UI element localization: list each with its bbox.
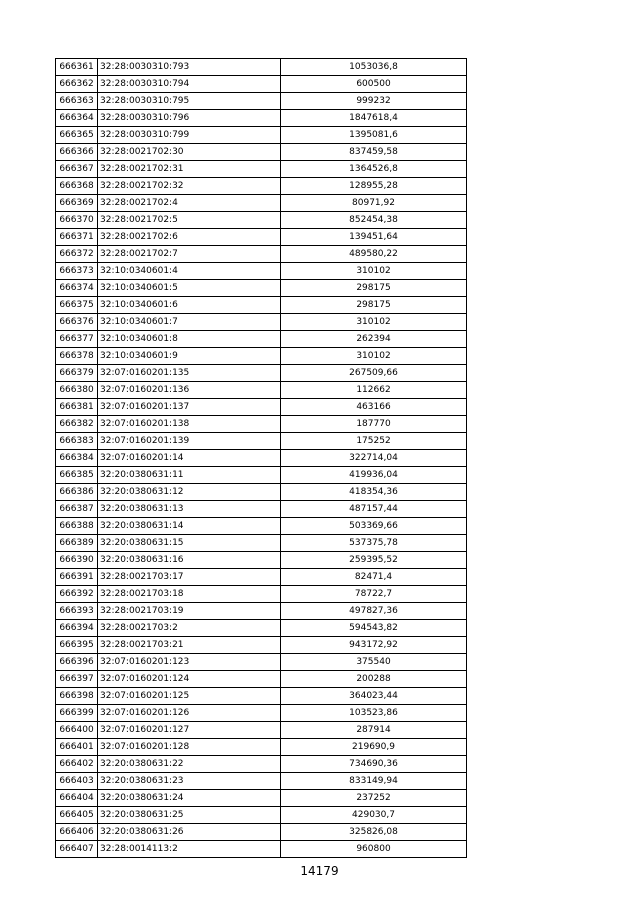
cadastral-number-cell: 32:07:0160201:124 [98,671,281,688]
value-cell: 310102 [281,314,467,331]
table-row [56,450,467,467]
table-row [56,433,467,450]
cadastral-number-cell: 32:07:0160201:137 [98,399,281,416]
row-id-cell: 666387 [56,501,98,518]
value-cell: 419936,04 [281,467,467,484]
cadastral-number-cell: 32:28:0014113:2 [98,841,281,858]
row-id-cell: 666367 [56,161,98,178]
table-row [56,773,467,790]
value-cell: 833149,94 [281,773,467,790]
cadastral-number-cell: 32:07:0160201:123 [98,654,281,671]
value-cell: 103523,86 [281,705,467,722]
row-id-cell: 666363 [56,93,98,110]
cadastral-number-cell: 32:20:0380631:16 [98,552,281,569]
cadastral-number-cell: 32:28:0030310:796 [98,110,281,127]
cadastral-number-cell: 32:28:0021702:7 [98,246,281,263]
row-id-cell: 666400 [56,722,98,739]
table-row [56,841,467,858]
table-row [56,654,467,671]
table-row [56,144,467,161]
table-row [56,93,467,110]
table-row [56,161,467,178]
row-id-cell: 666362 [56,76,98,93]
cadastral-number-cell: 32:20:0380631:15 [98,535,281,552]
row-id-cell: 666384 [56,450,98,467]
row-id-cell: 666399 [56,705,98,722]
cadastral-number-cell: 32:28:0021702:6 [98,229,281,246]
table-row [56,110,467,127]
value-cell: 503369,66 [281,518,467,535]
cadastral-number-cell: 32:28:0021703:2 [98,620,281,637]
cadastral-number-cell: 32:10:0340601:5 [98,280,281,297]
table-row [56,739,467,756]
row-id-cell: 666371 [56,229,98,246]
table-row [56,756,467,773]
cadastral-number-cell: 32:28:0021703:19 [98,603,281,620]
cadastral-number-cell: 32:07:0160201:126 [98,705,281,722]
row-id-cell: 666378 [56,348,98,365]
cadastral-number-cell: 32:10:0340601:6 [98,297,281,314]
cadastral-number-cell: 32:20:0380631:24 [98,790,281,807]
cadastral-number-cell: 32:20:0380631:26 [98,824,281,841]
cadastral-number-cell: 32:20:0380631:12 [98,484,281,501]
cadastral-number-cell: 32:28:0030310:793 [98,59,281,76]
cadastral-number-cell: 32:28:0021702:4 [98,195,281,212]
table-row [56,314,467,331]
table-row [56,76,467,93]
value-cell: 112662 [281,382,467,399]
cadastral-number-cell: 32:10:0340601:9 [98,348,281,365]
value-cell: 219690,9 [281,739,467,756]
table-row [56,535,467,552]
row-id-cell: 666377 [56,331,98,348]
table-row [56,399,467,416]
value-cell: 734690,36 [281,756,467,773]
row-id-cell: 666396 [56,654,98,671]
table-row [56,280,467,297]
table-row [56,518,467,535]
value-cell: 322714,04 [281,450,467,467]
value-cell: 594543,82 [281,620,467,637]
row-id-cell: 666372 [56,246,98,263]
cadastral-number-cell: 32:10:0340601:7 [98,314,281,331]
table-row [56,365,467,382]
value-cell: 78722,7 [281,586,467,603]
row-id-cell: 666375 [56,297,98,314]
row-id-cell: 666361 [56,59,98,76]
cadastral-number-cell: 32:20:0380631:11 [98,467,281,484]
table-row [56,382,467,399]
cadastral-number-cell: 32:28:0021702:30 [98,144,281,161]
table-row [56,807,467,824]
value-cell: 537375,78 [281,535,467,552]
row-id-cell: 666373 [56,263,98,280]
row-id-cell: 666407 [56,841,98,858]
row-id-cell: 666380 [56,382,98,399]
table-row [56,569,467,586]
row-id-cell: 666364 [56,110,98,127]
value-cell: 237252 [281,790,467,807]
value-cell: 999232 [281,93,467,110]
value-cell: 960800 [281,841,467,858]
row-id-cell: 666365 [56,127,98,144]
row-id-cell: 666379 [56,365,98,382]
value-cell: 287914 [281,722,467,739]
cadastral-number-cell: 32:07:0160201:14 [98,450,281,467]
row-id-cell: 666390 [56,552,98,569]
value-cell: 375540 [281,654,467,671]
row-id-cell: 666405 [56,807,98,824]
value-cell: 259395,52 [281,552,467,569]
table-row [56,348,467,365]
value-cell: 262394 [281,331,467,348]
value-cell: 325826,08 [281,824,467,841]
value-cell: 852454,38 [281,212,467,229]
table-row [56,620,467,637]
value-cell: 187770 [281,416,467,433]
row-id-cell: 666393 [56,603,98,620]
value-cell: 310102 [281,263,467,280]
table-row [56,484,467,501]
table-row [56,59,467,76]
cadastral-number-cell: 32:28:0030310:795 [98,93,281,110]
cadastral-number-cell: 32:28:0021702:32 [98,178,281,195]
row-id-cell: 666386 [56,484,98,501]
cadastral-number-cell: 32:28:0021703:18 [98,586,281,603]
table-body [56,59,467,858]
cadastral-number-cell: 32:20:0380631:22 [98,756,281,773]
value-cell: 429030,7 [281,807,467,824]
table-row [56,671,467,688]
cadastral-number-cell: 32:07:0160201:138 [98,416,281,433]
value-cell: 463166 [281,399,467,416]
row-id-cell: 666406 [56,824,98,841]
cadastral-number-cell: 32:28:0021703:17 [98,569,281,586]
cadastral-number-cell: 32:07:0160201:135 [98,365,281,382]
value-cell: 267509,66 [281,365,467,382]
row-id-cell: 666394 [56,620,98,637]
table-row [56,790,467,807]
row-id-cell: 666395 [56,637,98,654]
value-cell: 82471,4 [281,569,467,586]
value-cell: 1395081,6 [281,127,467,144]
table-row [56,637,467,654]
value-cell: 489580,22 [281,246,467,263]
table-row [56,688,467,705]
row-id-cell: 666385 [56,467,98,484]
table-row [56,552,467,569]
cadastral-number-cell: 32:28:0021703:21 [98,637,281,654]
cadastral-number-cell: 32:10:0340601:8 [98,331,281,348]
table-row [56,331,467,348]
table-row [56,467,467,484]
value-cell: 418354,36 [281,484,467,501]
row-id-cell: 666381 [56,399,98,416]
value-cell: 837459,58 [281,144,467,161]
cadastral-number-cell: 32:07:0160201:136 [98,382,281,399]
data-table [55,58,467,858]
table-row [56,586,467,603]
value-cell: 175252 [281,433,467,450]
row-id-cell: 666370 [56,212,98,229]
row-id-cell: 666374 [56,280,98,297]
value-cell: 200288 [281,671,467,688]
cadastral-number-cell: 32:07:0160201:139 [98,433,281,450]
row-id-cell: 666398 [56,688,98,705]
value-cell: 497827,36 [281,603,467,620]
row-id-cell: 666404 [56,790,98,807]
table-row [56,705,467,722]
table-row [56,722,467,739]
table-row [56,603,467,620]
cadastral-number-cell: 32:20:0380631:14 [98,518,281,535]
table-row [56,229,467,246]
row-id-cell: 666376 [56,314,98,331]
cadastral-number-cell: 32:07:0160201:128 [98,739,281,756]
row-id-cell: 666369 [56,195,98,212]
value-cell: 1053036,8 [281,59,467,76]
row-id-cell: 666388 [56,518,98,535]
value-cell: 1847618,4 [281,110,467,127]
row-id-cell: 666401 [56,739,98,756]
table-row [56,127,467,144]
value-cell: 128955,28 [281,178,467,195]
row-id-cell: 666403 [56,773,98,790]
value-cell: 943172,92 [281,637,467,654]
row-id-cell: 666382 [56,416,98,433]
table-row [56,195,467,212]
value-cell: 80971,92 [281,195,467,212]
row-id-cell: 666402 [56,756,98,773]
cadastral-number-cell: 32:28:0021702:31 [98,161,281,178]
table-row [56,178,467,195]
cadastral-number-cell: 32:20:0380631:23 [98,773,281,790]
row-id-cell: 666368 [56,178,98,195]
table-row [56,297,467,314]
row-id-cell: 666392 [56,586,98,603]
table-row [56,416,467,433]
value-cell: 298175 [281,280,467,297]
row-id-cell: 666383 [56,433,98,450]
cadastral-number-cell: 32:07:0160201:127 [98,722,281,739]
value-cell: 600500 [281,76,467,93]
cadastral-number-cell: 32:10:0340601:4 [98,263,281,280]
table-row [56,824,467,841]
value-cell: 139451,64 [281,229,467,246]
page-number: 14179 [300,864,339,878]
cadastral-number-cell: 32:28:0030310:799 [98,127,281,144]
cadastral-number-cell: 32:20:0380631:13 [98,501,281,518]
value-cell: 298175 [281,297,467,314]
cadastral-number-cell: 32:07:0160201:125 [98,688,281,705]
value-cell: 1364526,8 [281,161,467,178]
table-row [56,246,467,263]
table-row [56,263,467,280]
value-cell: 487157,44 [281,501,467,518]
cadastral-number-cell: 32:28:0030310:794 [98,76,281,93]
row-id-cell: 666366 [56,144,98,161]
cadastral-number-cell: 32:28:0021702:5 [98,212,281,229]
value-cell: 310102 [281,348,467,365]
row-id-cell: 666389 [56,535,98,552]
table-row [56,501,467,518]
row-id-cell: 666391 [56,569,98,586]
cadastral-number-cell: 32:20:0380631:25 [98,807,281,824]
table-row [56,212,467,229]
row-id-cell: 666397 [56,671,98,688]
value-cell: 364023,44 [281,688,467,705]
